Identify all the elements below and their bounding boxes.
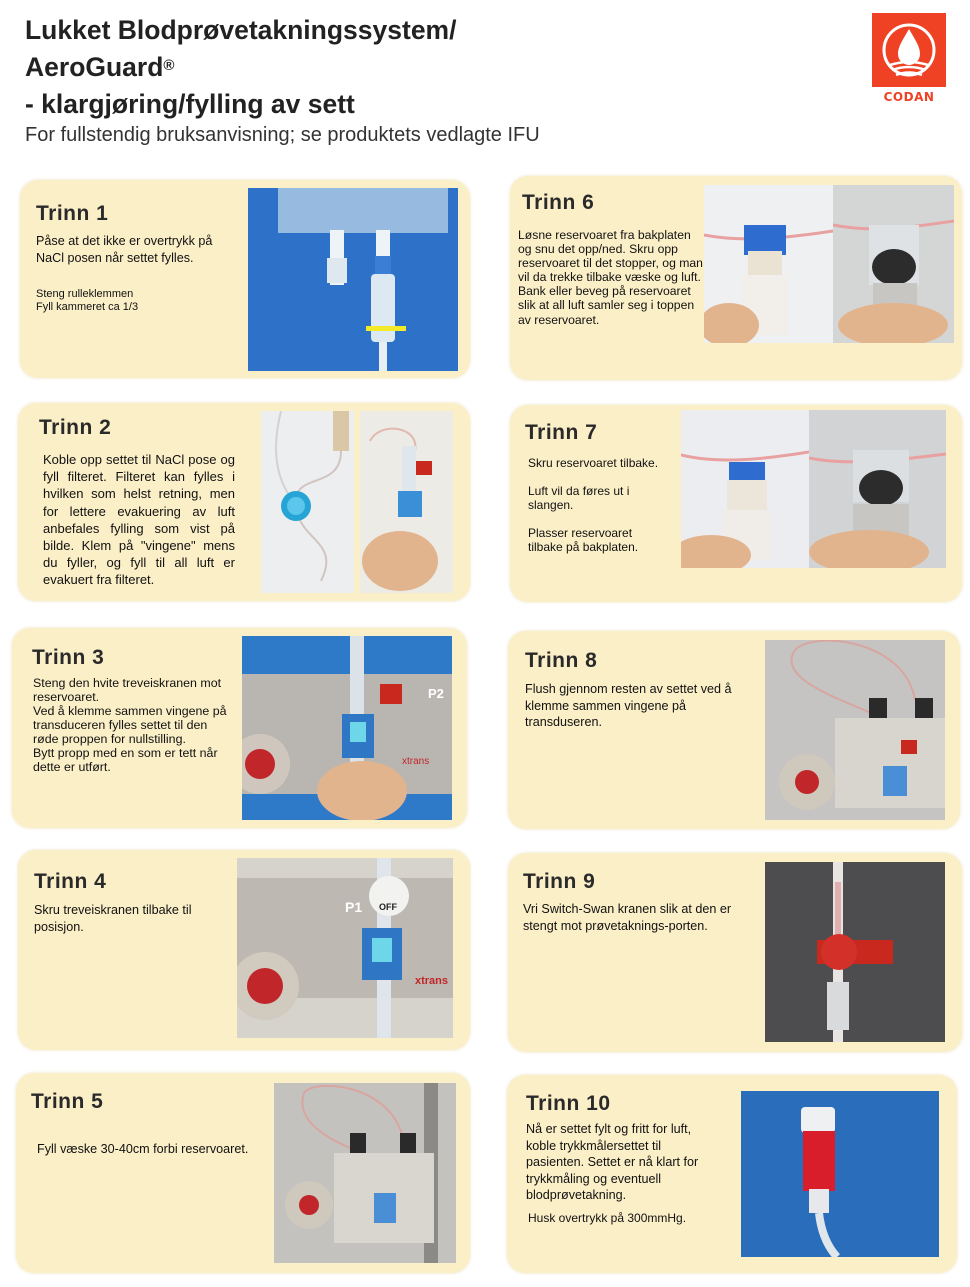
step-5-text: Fyll væske 30-40cm forbi reservoaret. [37,1142,249,1156]
step-6-photo-right [833,185,954,343]
codan-logo [872,13,946,105]
step-8-title: Trinn 8 [525,649,598,672]
step-6-title: Trinn 6 [522,191,595,214]
step-7-text-1: Skru reservoaret tilbake. [528,456,659,470]
step-2-card [18,403,470,601]
step-4-photo-label-xtrans: xtrans [415,975,449,987]
step-6-card [510,176,962,380]
step-4-text: Skru treveiskranen tilbake til posisjon. [34,903,192,934]
step-3-card [12,628,467,828]
title-product-name: AeroGuard [25,52,164,82]
step-7-title: Trinn 7 [525,421,598,444]
page-subtitle: For fullstendig bruksanvisning; se produktets vedlagte IFU [25,124,540,146]
step-4-photo-label-off: OFF [379,902,397,912]
step-4-photo-label-p1: P1 [345,899,363,915]
codan-logo-text: CODAN [883,90,935,104]
step-7-photo-left [681,410,809,568]
step-6-photo-left [704,185,833,343]
step-4-card [18,850,470,1050]
step-4-title: Trinn 4 [34,870,107,893]
step-1-card [20,180,470,378]
step-2-text: Koble opp settet til NaCl pose og fyll filteret. Filteret kan fylles i hvilken som helst retning, men for lettere evakuering av luft anbefales fylling som vist på bilde. Klem på "vingene" mens du fyller, og fyll til all luft er evakuert fra filteret. [43,452,235,588]
title-line-2 [25,49,456,86]
step-1-note-2: Fyll kammeret ca 1/3 [36,301,139,313]
page-title [25,12,456,123]
step-10-photo [741,1091,939,1257]
step-7-text-2: Luft vil da føres ut i slangen. [528,484,630,512]
step-5-card [16,1073,470,1273]
step-3-photo-label-p2: P2 [428,686,444,701]
step-9-card [508,853,962,1052]
step-7-text-3: Plasser reservoaret tilbake på bakplaten. [528,526,639,554]
step-3-photo-label-xtrans: xtrans [402,756,430,767]
step-3-title: Trinn 3 [32,646,105,669]
step-8-text: Flush gjennom resten av settet ved å klemme sammen vingene på transduseren. [525,682,732,729]
title-line-1: Lukket Blodprøvetakningssystem/ [25,15,457,45]
step-2-photo-left [261,411,354,593]
step-1-photo [248,188,458,371]
codan-drop-icon [872,13,946,87]
step-1-title: Trinn 1 [36,202,109,225]
step-10-card [507,1075,957,1273]
step-3-text: Steng den hvite treveiskranen mot reservoaret. Ved å klemme sammen vingene på transduceren fylles settet til den røde proppen for nullstilling. Bytt propp med en som er tett når dette er utført. [33,676,227,774]
step-10-title: Trinn 10 [526,1092,611,1115]
step-9-text: Vri Switch-Swan kranen slik at den er stengt mot prøvetaknings-porten. [523,902,732,933]
step-3-photo [242,636,452,820]
step-10-note: Husk overtrykk på 300mmHg. [528,1211,687,1225]
step-9-photo [765,862,945,1042]
step-4-photo [237,858,453,1038]
step-10-text: Nå er settet fylt og fritt for luft, koble trykkmålersettet til pasienten. Settet er nå klart for trykkmåling og eventuell blodprøvetakning. [526,1122,699,1202]
step-7-photo-right [809,410,946,568]
step-7-card [510,405,962,602]
step-5-photo [274,1083,456,1263]
step-1-note-1: Steng rulleklemmen [36,288,134,300]
title-line-3: - klargjøring/fylling av sett [25,89,355,119]
step-8-card [508,631,960,829]
step-8-photo [765,640,945,820]
step-5-title: Trinn 5 [31,1090,104,1113]
registered-mark: ® [163,57,175,74]
step-1-text: Påse at det ikke er overtrykk på NaCl posen når settet fylles. [36,234,213,265]
step-6-text: Løsne reservoaret fra bakplaten og snu det opp/ned. Skru opp reservoaret til det stopper, og man vil da trekke tilbake væske og luft. Bank eller beveg på reservoaret slik at all luft samler seg i toppen av reservoaret. [518,228,703,327]
step-2-photo-right [360,411,453,593]
step-9-title: Trinn 9 [523,870,596,893]
step-2-title: Trinn 2 [39,416,112,439]
